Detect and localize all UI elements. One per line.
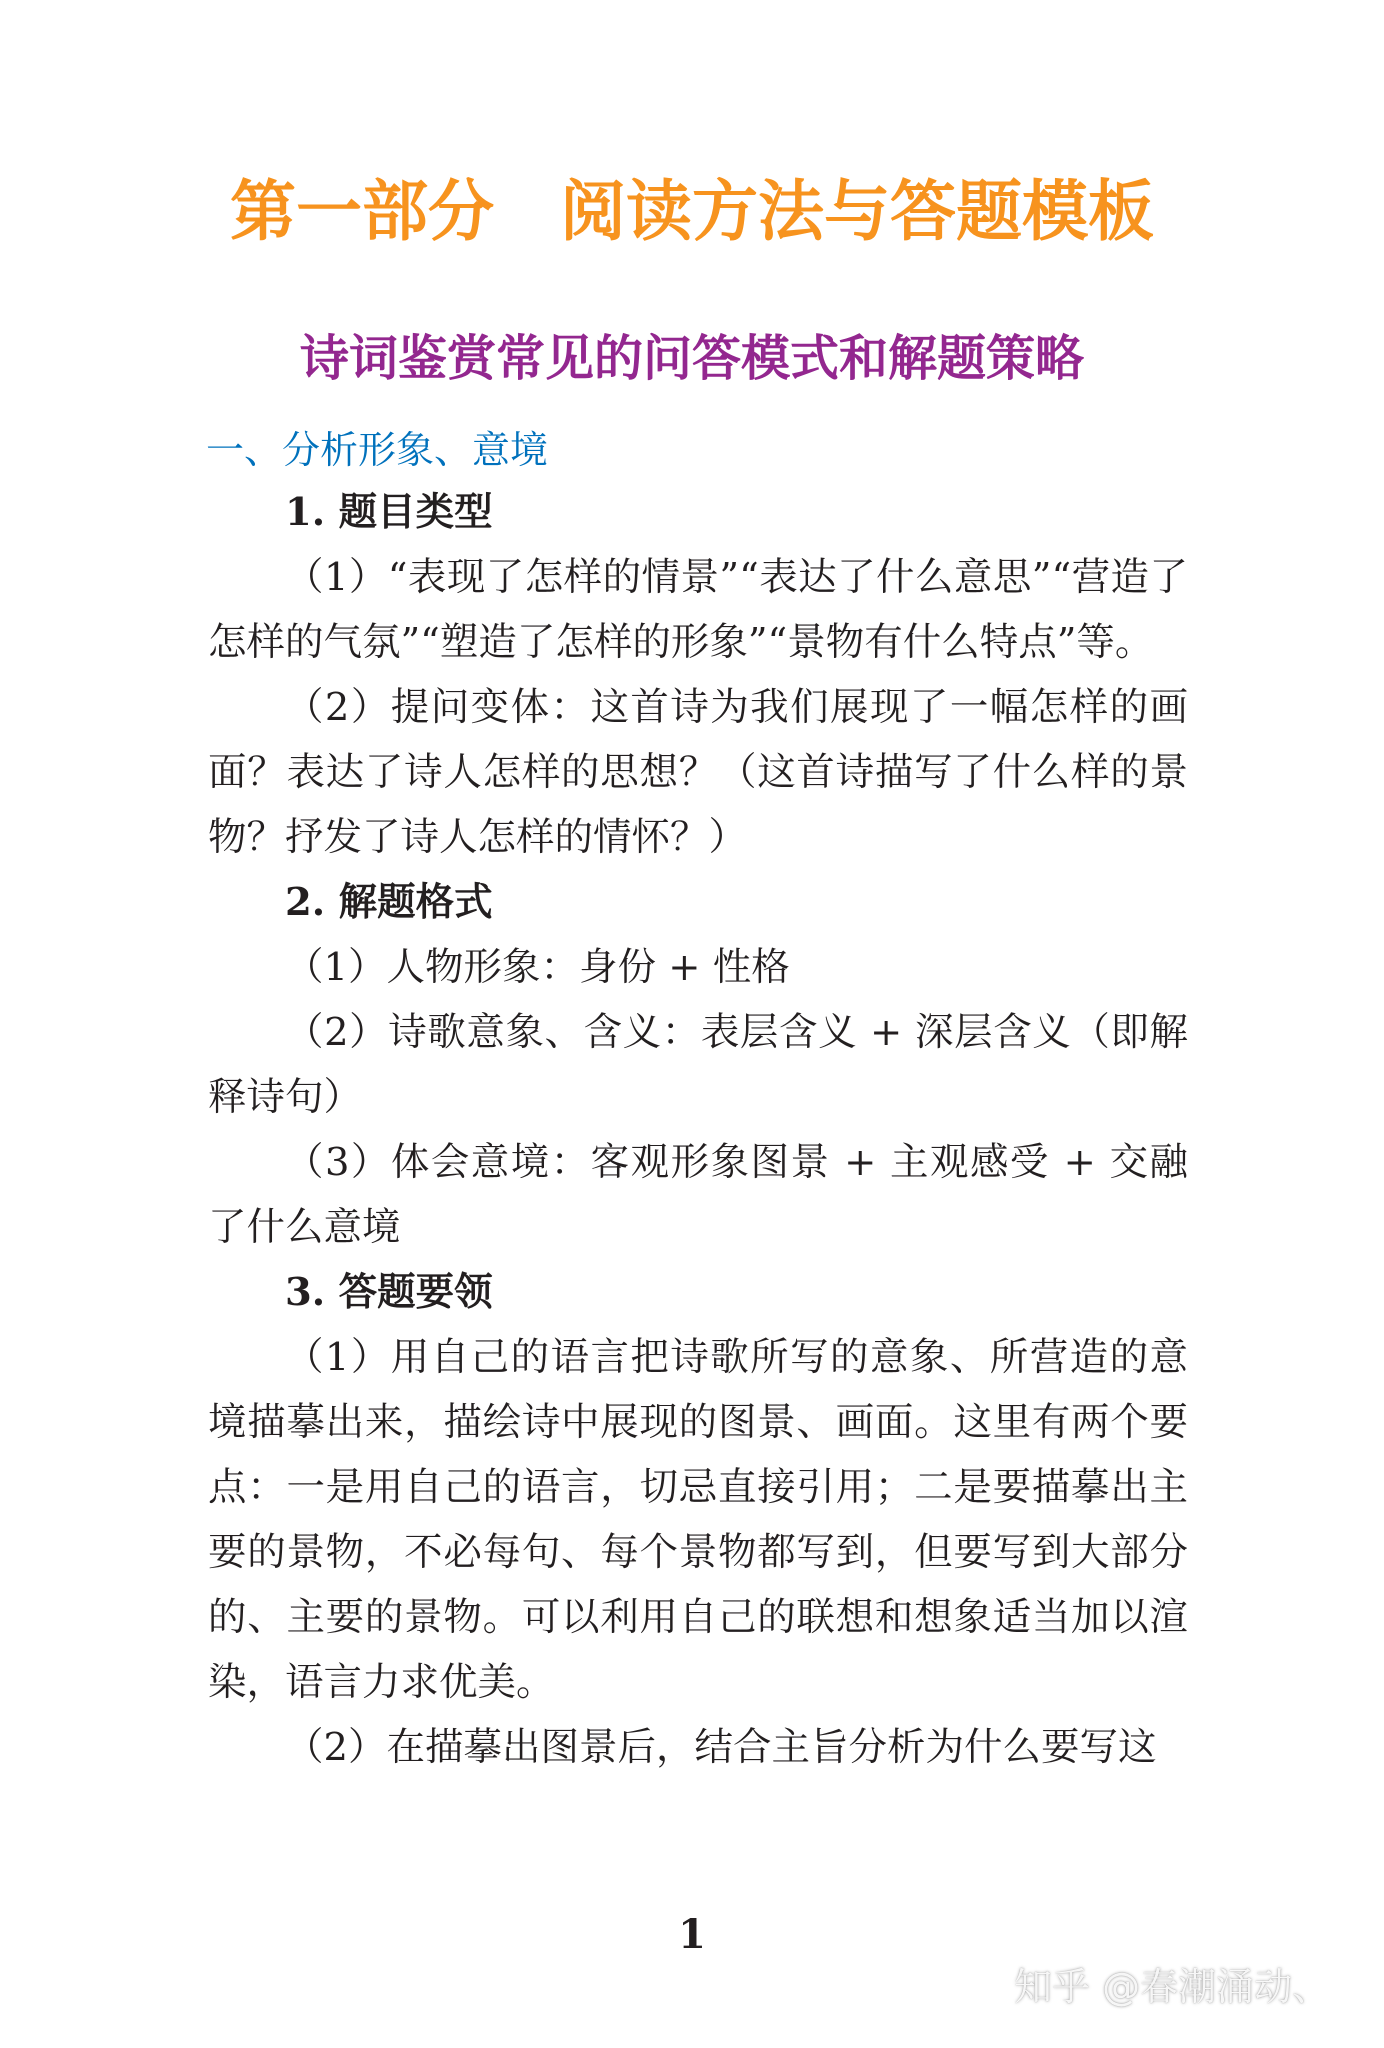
paragraph: （2）在描摹出图景后，结合主旨分析为什么要写这 [285,1725,1157,1770]
paragraph: （1）用自己的语言把诗歌所写的意象、所营造的意境描摹出来，描绘诗中展现的图景、画面。这里有两个要点：一是用自己的语言，切忌直接引用；二是要描摹出主要的景物，不必每句、每个景物都写到，但要写到大部分的、主要的景物。可以利用自己的联想和想象适当加以渲染，语言力求优美。 [208,1335,1188,1705]
watermark: 知乎 @春潮涌动、 [1014,1965,1331,2009]
paragraph: （1）“表现了怎样的情景”“表达了什么意思”“营造了怎样的气氛”“塑造了怎样的形象”“景物有什么特点”等。 [208,555,1188,665]
part-title: 第一部分 阅读方法与答题模板 [230,173,1154,250]
body-text [208,480,1188,1780]
paragraph: （2）提问变体：这首诗为我们展现了一幅怎样的画面？表达了诗人怎样的思想？（这首诗描写了什么样的景物？抒发了诗人怎样的情怀？） [208,685,1188,860]
subheading-question-type: 1. 题目类型 [285,490,493,535]
paragraph: （2）诗歌意象、含义：表层含义 + 深层含义（即解释诗句） [208,1010,1188,1120]
subheading-answer-format: 2. 解题格式 [285,880,493,925]
subheading-answer-tips: 3. 答题要领 [285,1270,493,1315]
page-number: 1 [678,1911,706,1958]
heading-analyze-image: 一、分析形象、意境 [206,428,549,472]
section-title: 诗词鉴赏常见的问答模式和解题策略 [299,329,1084,387]
paragraph: （1）人物形象：身份 + 性格 [285,945,790,990]
paragraph: （3）体会意境：客观形象图景 + 主观感受 + 交融了什么意境 [208,1140,1188,1250]
